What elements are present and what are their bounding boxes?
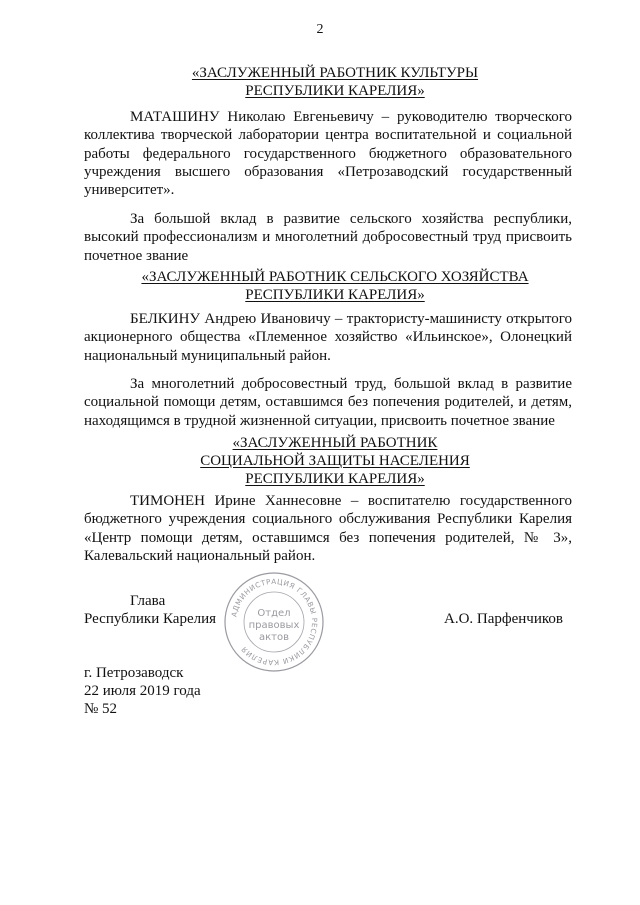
award-title-agriculture (80, 268, 590, 304)
award-title-line: РЕСПУБЛИКИ КАРЕЛИЯ» (245, 83, 425, 99)
document-date: 22 июля 2019 года (84, 683, 201, 699)
document-number: № 52 (84, 701, 118, 717)
signature-title-line2: Республики Карелия (84, 611, 217, 627)
award-title-line: «ЗАСЛУЖЕННЫЙ РАБОТНИК КУЛЬТУРЫ (191, 65, 479, 81)
stamp-text-line: актов (258, 632, 290, 643)
award-title-line: «ЗАСЛУЖЕННЫЙ РАБОТНИК СЕЛЬСКОГО ХОЗЯЙСТВА (141, 269, 529, 285)
award-title-line: РЕСПУБЛИКИ КАРЕЛИЯ» (245, 471, 425, 487)
stamp-text-line: правовых (248, 620, 300, 631)
stamp-ring-text: АДМИНИСТРАЦИЯ ГЛАВЫ РЕСПУБЛИКИ КАРЕЛИЯ (229, 576, 320, 668)
award-recipient-matashin: МАТАШИНУ Николаю Евгеньевичу – руководителю творческого коллектива творческой лаборатории центра воспитательной и социальной работы федерального государственного бюджетного образовательного учреждения высшего образования «Петрозаводский государственный университет». (84, 109, 572, 199)
award-title-line: СОЦИАЛЬНОЙ ЗАЩИТЫ НАСЕЛЕНИЯ (200, 453, 470, 469)
award-intro-social: За многолетний добросовестный труд, большой вклад в развитие социальной помощи детям, оставшимся без попечения родителей, и детям, находящимся в трудной жизненной ситуации, присвоить почетное звание (84, 376, 572, 429)
document-city: г. Петрозаводск (84, 665, 184, 681)
official-stamp (222, 570, 326, 674)
stamp-text-line: Отдел (257, 608, 291, 619)
award-title-social-protection (80, 434, 590, 488)
award-intro-agriculture: За большой вклад в развитие сельского хозяйства республики, высокий профессионализм и многолетний добросовестный труд присвоить почетное звание (84, 211, 572, 264)
award-title-line: РЕСПУБЛИКИ КАРЕЛИЯ» (245, 287, 425, 303)
signature-title-line1: Глава (130, 593, 166, 609)
page-number: 2 (316, 22, 324, 37)
award-recipient-belkin: БЕЛКИНУ Андрею Ивановичу – трактористу-машинисту открытого акционерного общества «Племенное хозяйство «Ильинское», Олонецкий национальный муниципальный район. (84, 311, 572, 364)
signature-name: А.О. Парфенчиков (444, 611, 563, 627)
award-recipient-timonen: ТИМОНЕН Ирине Ханнесовне – воспитателю государственного бюджетного учреждения социального обслуживания Республики Карелия «Центр помощи детям, оставшимся без попечения родителей, № 3», Калевальский национальный район. (84, 493, 572, 564)
award-title-line: «ЗАСЛУЖЕННЫЙ РАБОТНИК (232, 435, 438, 451)
award-title-culture (80, 64, 590, 100)
